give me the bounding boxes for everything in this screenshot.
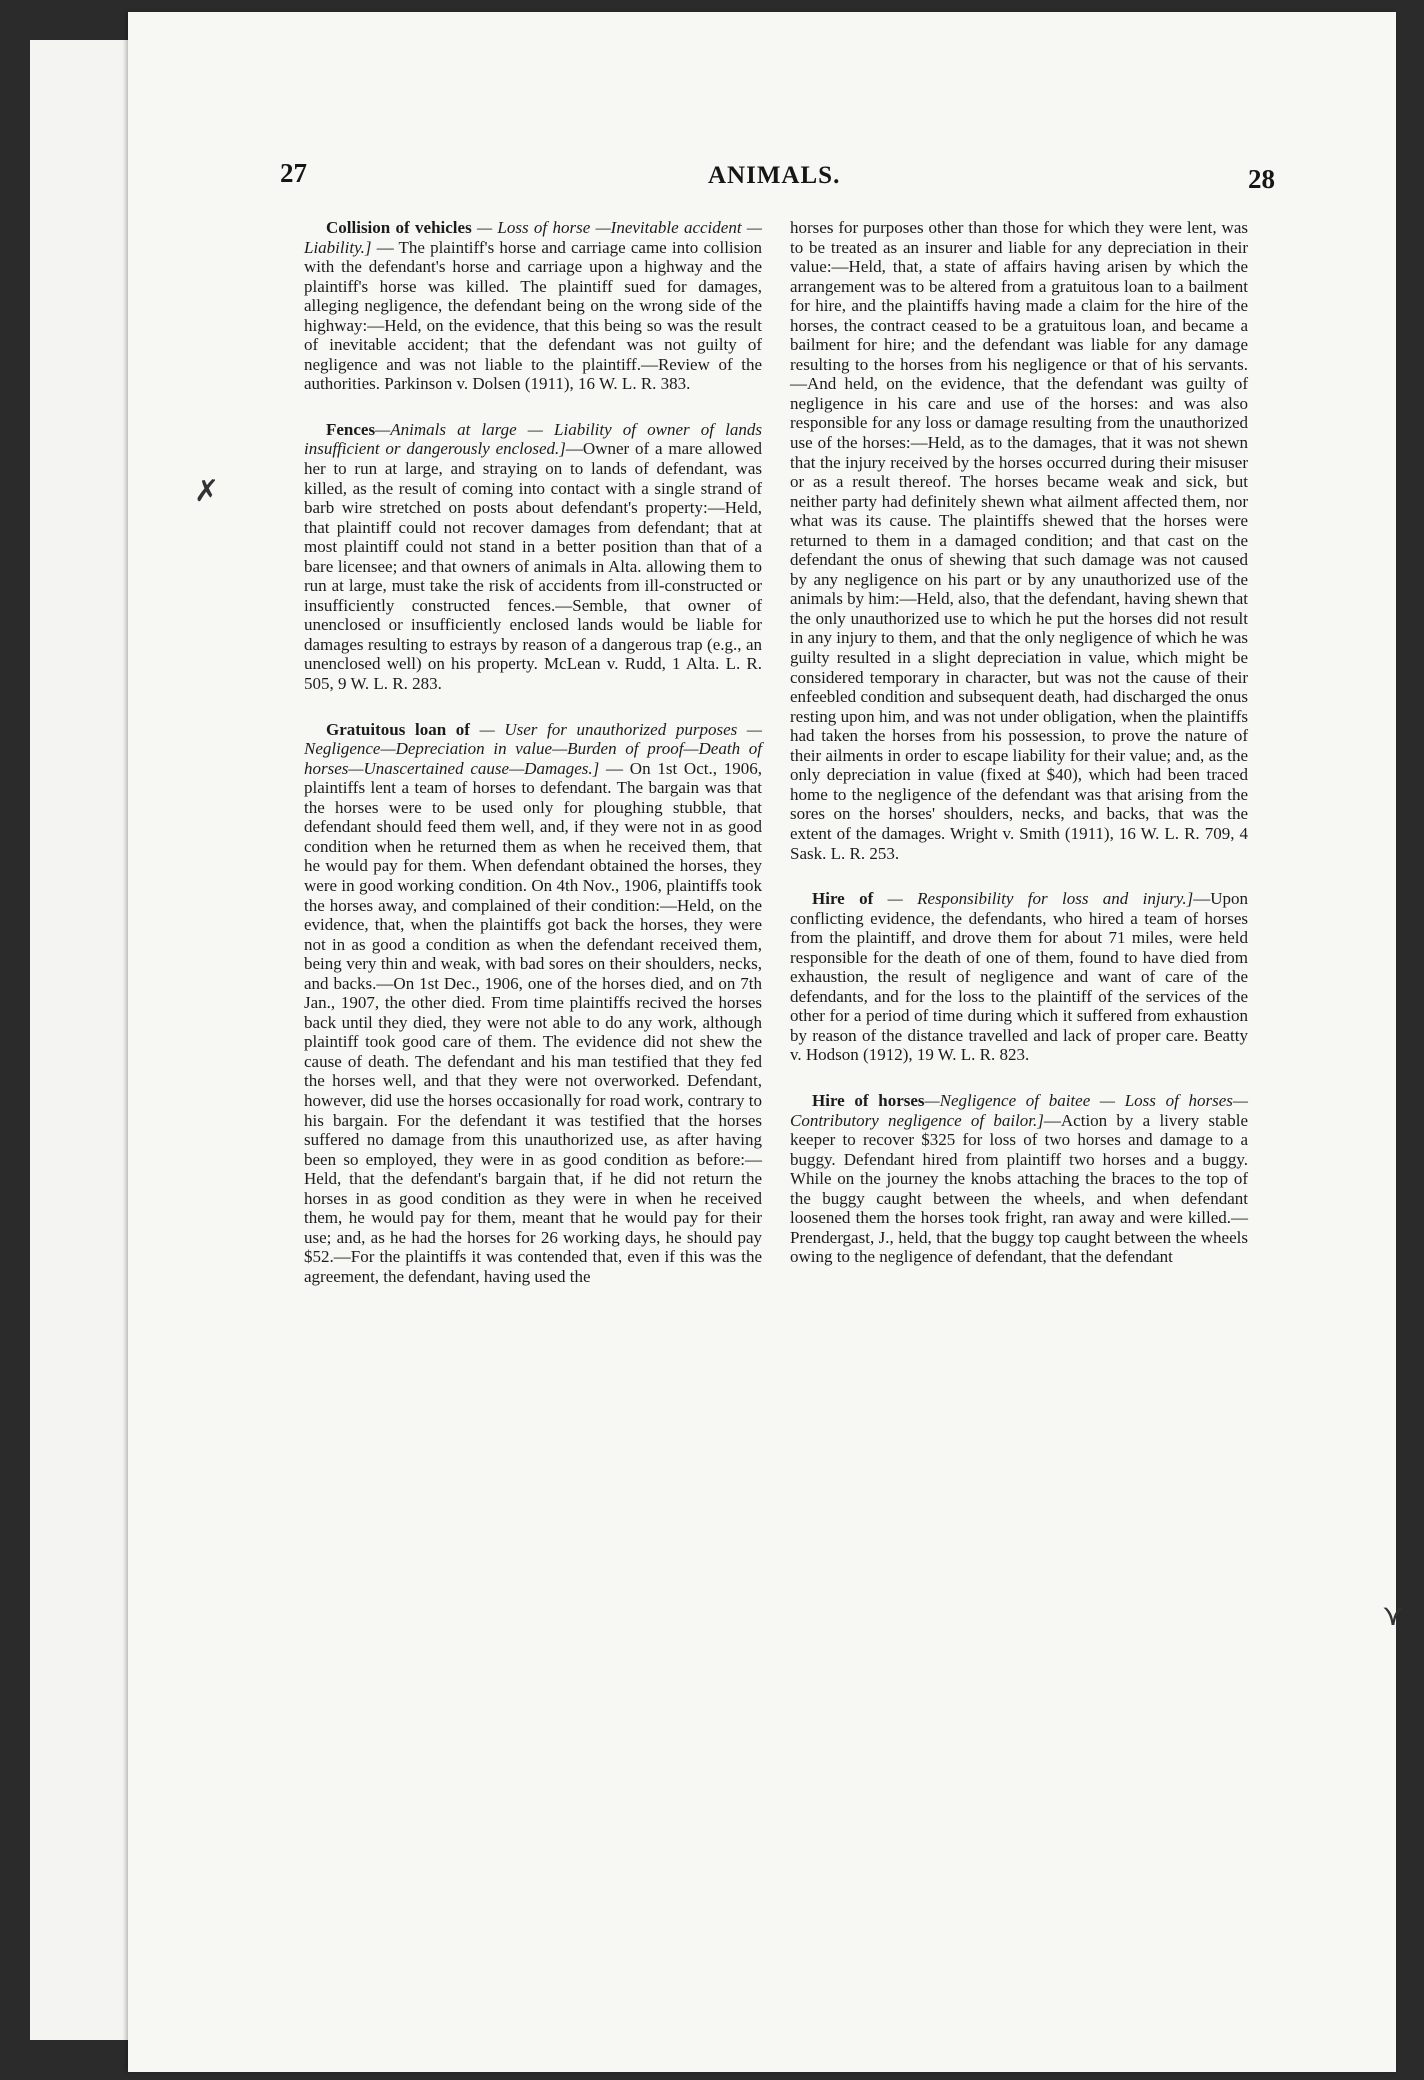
left-page-number: 27 bbox=[280, 158, 307, 188]
entry-heading: Fences bbox=[326, 419, 376, 439]
entry-text: horses for purposes other than those for which they were lent, was to be treated as an insurer and liable for any depreciation in their value:—Held, that, a state of affairs having arisen by which the arrangement was to be altered from a gratuitous loan to a bailment for hire, and the plaintiffs having made a claim for the hire of the horses, the contract ceased to be a gratuitous loan, and became a bailment for hire; and the defendant was liable for any damage resulting to the horses from his negligence or that of his servants.—And held, on the evidence, that the defendant was guilty of negligence in his care and use of the horses: and was also responsible for any loss or damage resulting from the unauthorized use of the horses:—Held, as to the damages, that it was not shewn that the injury received by the horses occurred during their misuser or as a result thereof. The horses became weak and sick, but neither party had definitely shewn what ailment affected them, nor what was its cause. The plaintiffs shewed that the horses were returned to them in a damaged condition; and that cast on the defendant the onus of shewing that such damage was not caused by any negligence on his part or by any unauthorized use of the animals by him:—Held, also, that the defendant, having shewn that the only unauthorized use to which he put the horses did not result in any injury to them, and that the only negligence of which he was guilty resulted in a slight depreciation in value, which might be considered temporary in character, but was not the cause of their enfeebled condition and subsequent death, had discharged the onus resting upon him, and was not under obligation, when the plaintiffs had taken the horses from his possession, to prove the nature of their ailments in order to escape liability for their value; and, as the only depreciation in value (fixed at $40), which had been traced home to the negligence of the defendant was that arising from the sores on the horses' shoulders, necks, and backs, that was the extent of the damages. Wright v. Smith (1911), 16 W. L. R. 709, 4 Sask. L. R. 253. bbox=[790, 218, 1248, 863]
entry-subheading: — User for unauthorized purposes — Negligence—Depreciation in value—Burden of proof—Death of horses—Unascertained cause—Damages.] bbox=[304, 719, 762, 778]
entry-hire-of bbox=[790, 889, 1248, 1065]
left-column bbox=[304, 218, 762, 1312]
entry-heading: Hire of bbox=[812, 889, 874, 909]
entry-text: —Action by a livery stable keeper to recover $325 for loss of two horses and damage to a buggy. Defendant hired from plaintiff two horses and a buggy. While on the journey the knobs attaching the braces to the top of the buggy caught between the wheels, and when defendant loosened them the horses took fright, ran away and were killed.—Prendergast, J., held, that the buggy top caught between the wheels owing to the negligence of defendant, that the defendant bbox=[790, 1110, 1248, 1267]
entry-text: — On 1st Oct., 1906, plaintiffs lent a team of horses to defendant. The bargain was that the horses were to be used only for ploughing stubble, that defendant should feed them well, and, if they were not in as good condition when he returned them as when he received them, that he would pay for them. When defendant obtained the horses, they were in good working condition. On 4th Nov., 1906, plaintiffs took the horses away, and complained of their condition:—Held, on the evidence, that, when the plaintiffs got back the horses, they were not in as good a condition as when the defendant received them, being very thin and weak, with bad sores on their shoulders, necks, and backs.—On 1st Dec., 1906, one of the horses died, and on 7th Jan., 1907, the other died. From time plaintiffs recived the horses back until they died, they were not able to do any work, although plaintiff took good care of them. The evidence did not shew the cause of death. The defendant and his man testified that they fed the horses well, and that they were not overworked. Defendant, however, did use the horses occasionally for road work, contrary to his bargain. For the defendant it was testified that the horses suffered no damage from this unauthorized use, as after having been so employed, they were in as good condition as before:—Held, that the defendant's bargain that, if he did not return the horses in as good condition as they were in when he received them, he would pay for them, meant that he would pay for their use; and, as he had the horses for 26 working days, he should pay $52.—For the plaintiffs it was contended that, even if this was the agreement, the defendant, having used the bbox=[304, 758, 762, 1286]
entry-subheading: — Responsibility for loss and injury.] bbox=[873, 889, 1194, 909]
entry-gratuitous-loan-continued bbox=[790, 218, 1248, 863]
book-page bbox=[128, 12, 1404, 2072]
handwritten-mark-icon: ⋎ bbox=[1382, 1598, 1404, 1633]
entry-subheading: — Loss of horse —Inevitable accident — Liability.] bbox=[304, 218, 762, 257]
right-column bbox=[790, 218, 1248, 1293]
entry-hire-of-horses bbox=[790, 1091, 1248, 1267]
entry-collision-of-vehicles bbox=[304, 218, 762, 394]
entry-heading: Hire of horses bbox=[812, 1090, 925, 1110]
running-head: ANIMALS. bbox=[708, 162, 841, 189]
entry-text: — The plaintiff's horse and carriage came into collision with the defendant's horse and carriage upon a highway and the plaintiff's horse was killed. The plaintiff sued for damages, alleging negligence, the defendant being on the wrong side of the highway:—Held, on the evidence, that this being so was the result of inevitable accident; that the defendant was not guilty of negligence and was not liable to the plaintiff.—Review of the authorities. Parkinson v. Dolsen (1911), 16 W. L. R. 383. bbox=[304, 237, 762, 394]
entry-heading: Gratuitous loan of bbox=[326, 719, 470, 739]
entry-text: —Upon conflicting evidence, the defendants, who hired a team of horses from the plaintiff, and drove them for about 71 miles, were held responsible for the death of one of them, found to have died from exhaustion, the result of negligence and want of care of the defendants, and for the loss to the plaintiff of the services of the other for a period of time during which it suffered from exhaustion by reason of the distance travelled and lack of proper care. Beatty v. Hodson (1912), 19 W. L. R. 823. bbox=[790, 889, 1248, 1065]
page-header bbox=[128, 158, 1396, 198]
right-page-number: 28 bbox=[1248, 164, 1275, 194]
handwritten-mark-icon: ✗ bbox=[194, 474, 220, 509]
entry-gratuitous-loan bbox=[304, 720, 762, 1287]
entry-text: —Owner of a mare allowed her to run at large, and straying on to lands of defendant, was killed, as the result of coming into contact with a single strand of barb wire stretched on posts about defendant's property:—Held, that plaintiff could not recover damages from defendant; that at most plaintiff could not stand in a better position than that of a bare licensee; and that owners of animals in Alta. allowing them to run at large, must take the risk of accidents from ill-constructed or insufficiently constructed fences.—Semble, that owner of unenclosed or insufficiently enclosed lands would be liable for damages resulting to estrays by reason of a dangerous trap (e.g., an unenclosed well) on his property. McLean v. Rudd, 1 Alta. L. R. 505, 9 W. L. R. 283. bbox=[304, 439, 762, 694]
entry-subheading: —Animals at large — Liability of owner of lands insufficient or dangerously enclosed.] bbox=[304, 419, 762, 459]
entry-subheading: —Negligence of baitee — Loss of horses—Contributory negligence of bailor.] bbox=[790, 1090, 1248, 1130]
entry-heading: Collision of vehicles bbox=[326, 218, 472, 237]
entry-fences bbox=[304, 420, 762, 694]
